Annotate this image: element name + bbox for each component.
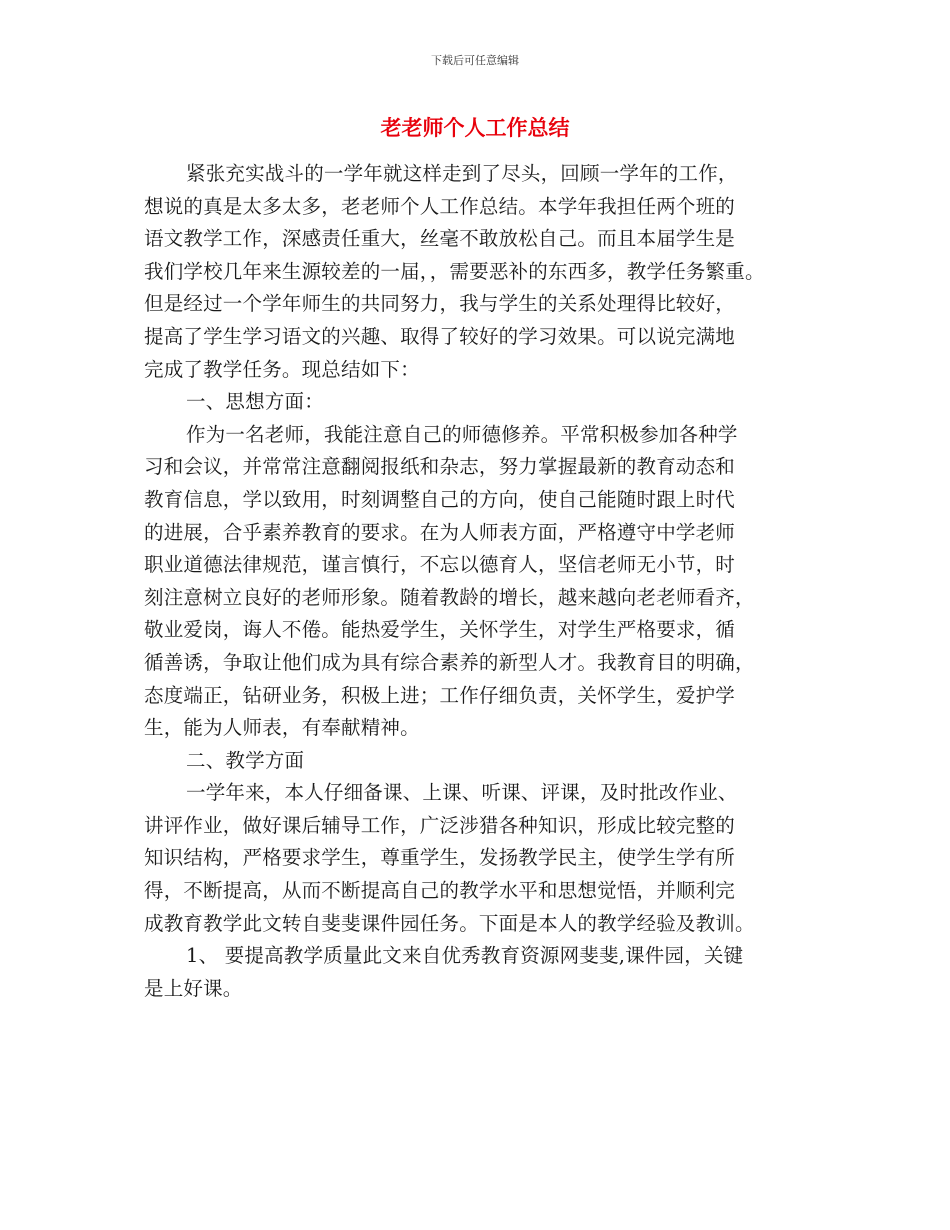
text-line: 循善诱，争取让他们成为具有综合素养的新型人才。我教育目的明确， [144, 650, 755, 674]
text-line: 职业道德法律规范，谨言慎行，不忘以德育人，坚信老师无小节，时 [144, 553, 736, 577]
text-line: 完成了教学任务。现总结如下： [144, 357, 420, 381]
text-line: 我们学校几年来生源较差的一届，，需要恶补的东西多，教学任务繁重。 [144, 259, 765, 283]
text-line: 语文教学工作，深感责任重大，丝毫不敢放松自己。而且本届学生是 [144, 227, 736, 251]
text-line: 紧张充实战斗的一学年就这样走到了尽头，回顾一学年的工作， [186, 162, 738, 185]
text-line: 作为一名老师，我能注意自己的师德修养。平常积极参加各种学 [186, 422, 738, 446]
text-line: 教育信息，学以致用，时刻调整自己的方向，使自己能随时跟上时代 [144, 487, 736, 511]
text-line: 敬业爱岗，诲人不倦。能热爱学生，关怀学生，对学生严格要求，循 [144, 618, 736, 642]
text-line: 的进展，合乎素养教育的要求。在为人师表方面，严格遵守中学老师 [144, 520, 736, 544]
text-line: 一、思想方面： [186, 390, 324, 414]
text-line: 成教育教学此文转自斐斐课件园任务。下面是本人的教学经验及教训。 [144, 911, 755, 935]
text-line: 想说的真是太多太多，老老师个人工作总结。本学年我担任两个班的 [144, 194, 736, 218]
text-line: 一学年来，本人仔细备课、上课、听课、评课，及时批改作业、 [186, 781, 738, 805]
text-line: 生，能为人师表，有奉献精神。 [144, 716, 420, 740]
text-line: 刻注意树立良好的老师形象。随着教龄的增长，越来越向老老师看齐， [144, 585, 755, 609]
text-line: 是上好课。 [144, 976, 243, 1000]
text-line: 知识结构，严格要求学生，尊重学生，发扬教学民主，使学生学有所 [144, 846, 736, 870]
text-line: 提高了学生学习语文的兴趣、取得了较好的学习效果。可以说完满地 [144, 324, 736, 348]
text-line: 习和会议，并常常注意翻阅报纸和杂志，努力掌握最新的教育动态和 [144, 455, 736, 479]
text-line: 1、 要提高教学质量此文来自优秀教育资源网斐斐,课件园，关键 [186, 944, 744, 968]
text-line: 但是经过一个学年师生的共同努力，我与学生的关系处理得比较好， [144, 292, 736, 316]
document-body [144, 158, 824, 1005]
text-line: 得，不断提高，从而不断提高自己的教学水平和思想觉悟，并顺利完 [144, 879, 736, 903]
text-line: 二、教学方面 [186, 748, 305, 772]
text-line: 态度端正，钻研业务，积极上进；工作仔细负责，关怀学生，爱护学 [144, 683, 736, 707]
text-line: 讲评作业，做好课后辅导工作，广泛涉猎各种知识，形成比较完整的 [144, 813, 736, 837]
header-note: 下载后可任意编辑 [431, 54, 519, 67]
document-title: 老老师个人工作总结 [380, 116, 570, 140]
